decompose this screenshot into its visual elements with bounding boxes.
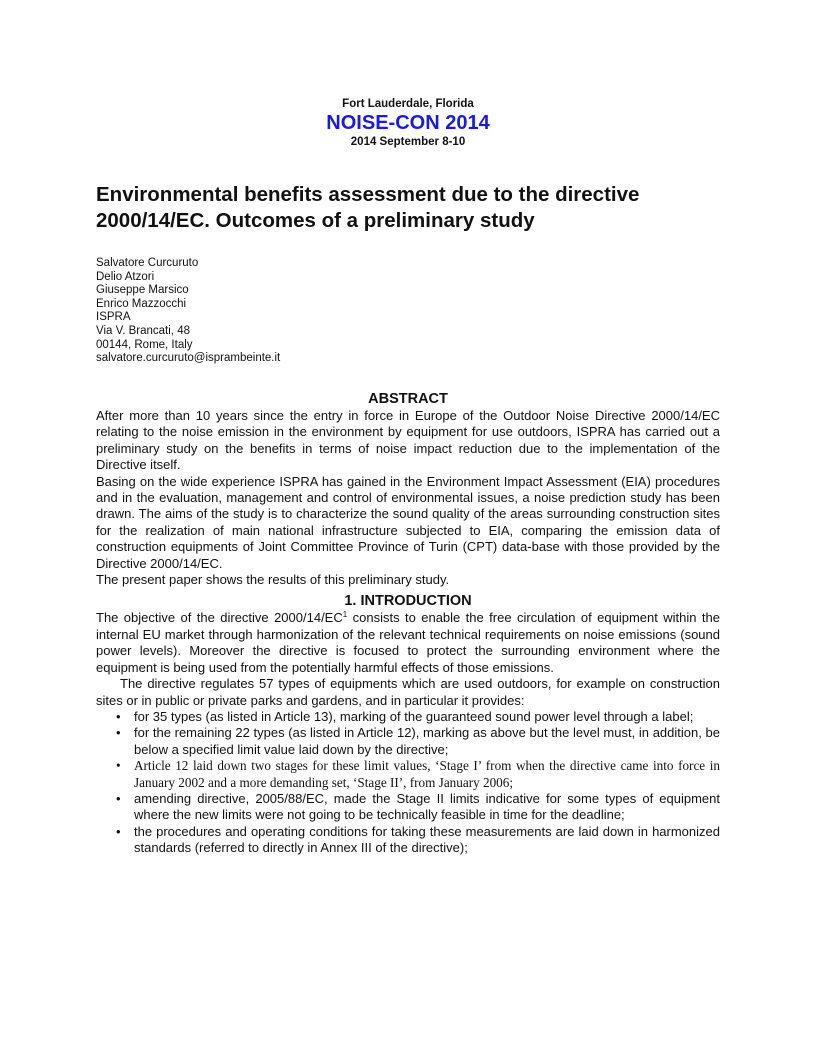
bullet-icon: •: [116, 708, 121, 724]
list-item-text: the procedures and operating conditions for taking these measurements are laid down in harmonized standards (referred to directly in Annex III of the directive);: [134, 823, 720, 856]
list-item-text: for the remaining 22 types (as listed in Article 12), marking as above but the level must, in addition, be below a specified limit value laid down by the directive;: [134, 725, 720, 757]
introduction-paragraph: [96, 610, 720, 676]
address-city: 00144, Rome, Italy: [96, 338, 193, 351]
affiliation: ISPRA: [96, 311, 131, 324]
paper-body: [96, 390, 720, 857]
abstract-heading: ABSTRACT: [368, 391, 448, 407]
abstract-paragraph: Basing on the wide experience ISPRA has gained in the Environment Impact Assessment (EIA) procedures and in the evaluation, management and control of environmental issues, a noise prediction study has been drawn. The aims of the study is to characterize the sound quality of the areas surrounding construction sites for the realization of main national infrastructure subjected to EIA, comparing the emission data of construction equipments of Joint Committee Province of Turin (CPT) data-base with those provided by the Directive 2000/14/EC.: [96, 473, 720, 571]
conference-dates: 2014 September 8-10: [350, 136, 466, 148]
introduction-paragraph: The directive regulates 57 types of equipments which are used outdoors, for example on construction sites or in public or private parks and gardens, and in particular it provides:: [96, 676, 720, 708]
paper-title: Environmental benefits assessment due to the directive 2000/14/EC. Outcomes of a preliminary study: [96, 183, 640, 232]
address-street: Via V. Brancati, 48: [96, 324, 190, 337]
abstract-paragraph: After more than 10 years since the entry in force in Europe of the Outdoor Noise Directive 2000/14/EC relating to the noise emission in the environment by equipment for use outdoors, ISPRA has carried out a preliminary study on the benefits in terms of noise impact reduction due to the implementation of the Directive itself.: [96, 408, 720, 473]
list-item: [96, 758, 720, 791]
author-name: Salvatore Curcuruto: [96, 257, 199, 269]
conference-header: [0, 97, 816, 149]
author-name: Giuseppe Marsico: [96, 284, 189, 297]
author-block: [96, 257, 280, 366]
abstract-paragraph: The present paper shows the results of this preliminary study.: [96, 572, 450, 588]
list-item-text: amending directive, 2005/88/EC, made the Stage II limits indicative for some types of equipment where the new limits were not going to be technically feasible in time for the deadline;: [134, 790, 720, 823]
bullet-icon: •: [116, 790, 121, 806]
intro-text: consists to enable the free circulation of equipment within the internal EU market through harmonization of the relevant technical requirements on noise emissions (sound power levels). Moreover the directive is focused to protect the surrounding environment where the equipment is being used from the potentially harmful effects of those emissions.: [96, 610, 720, 675]
intro-text: The objective of the directive 2000/14/EC: [96, 610, 343, 626]
bullet-icon: •: [116, 823, 121, 839]
list-item: [96, 725, 720, 758]
author-email: salvatore.curcuruto@isprambeinte.it: [96, 352, 281, 365]
provisions-list: [96, 709, 720, 857]
author-name: Delio Atzori: [96, 270, 155, 283]
list-item-text: Article 12 laid down two stages for these limit values, ‘Stage I’ from when the directive came into force in January 2002 and a more demanding set, ‘Stage II’, from January 2006;: [134, 758, 720, 790]
list-item: [96, 791, 720, 824]
conference-name: NOISE-CON 2014: [326, 112, 490, 134]
list-item: [96, 709, 720, 725]
author-name: Enrico Mazzocchi: [96, 297, 187, 310]
introduction-heading: 1. INTRODUCTION: [344, 593, 472, 610]
bullet-icon: •: [116, 758, 121, 774]
footnote-ref: 1: [342, 610, 348, 620]
conference-location: Fort Lauderdale, Florida: [342, 98, 474, 110]
list-item-text: for 35 types (as listed in Article 13), marking of the guaranteed sound power level through a label;: [134, 708, 694, 724]
bullet-icon: •: [116, 725, 121, 741]
list-item: [96, 824, 720, 857]
